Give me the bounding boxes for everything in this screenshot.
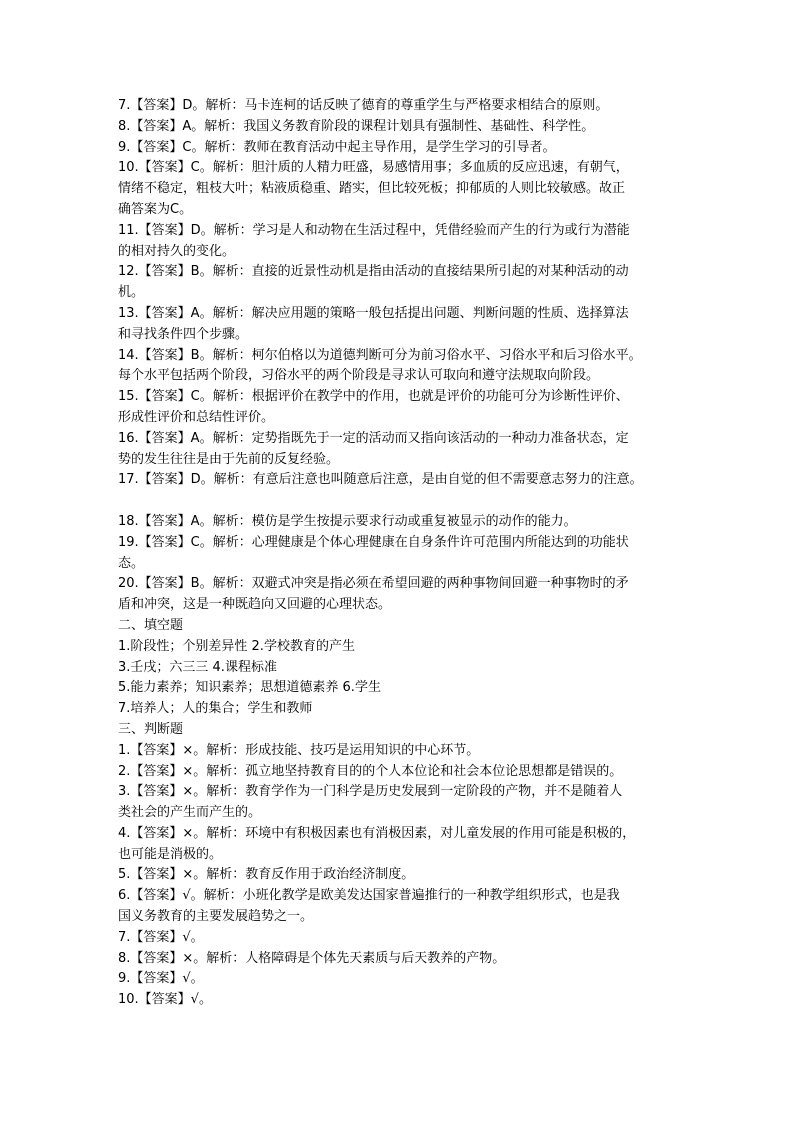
answer-line: 形成性评价和总结性评价。: [118, 409, 275, 425]
answer-line: 17.【答案】D。解析：有意后注意也叫随意后注意，是由自觉的但不需要意志努力的注意。: [118, 472, 643, 488]
answer-line: 6.【答案】√。解析：小班化教学是欧美发达国家普遍推行的一种教学组织形式，也是我: [118, 888, 620, 904]
answer-line: 2.【答案】×。解析：孤立地坚持教育目的的个人本位论和社会本位论思想都是错误的。: [118, 763, 623, 779]
answer-line: 11.【答案】D。解析：学习是人和动物在生活过程中，凭借经验而产生的行为或行为潜能: [118, 222, 630, 238]
answer-line: 的相对持久的变化。: [118, 243, 236, 259]
answer-line: 10.【答案】√。: [118, 992, 212, 1008]
answer-page: [118, 96, 678, 1032]
section-heading: 二、填空题: [118, 617, 184, 633]
answer-line: 情绪不稳定，粗枝大叶；粘液质稳重、踏实，但比较死板；抑郁质的人则比较敏感。故正: [118, 181, 626, 197]
answer-line: 5.【答案】×。解析：教育反作用于政治经济制度。: [118, 867, 415, 883]
answer-line: 国义务教育的主要发展趋势之一。: [118, 909, 314, 925]
section-heading: 三、判断题: [118, 721, 184, 737]
answer-line: 3.【答案】×。解析：教育学作为一门科学是历史发展到一定阶段的产物，并不是随着人: [118, 784, 623, 800]
answer-line: 每个水平包括两个阶段，习俗水平的两个阶段是寻求认可取向和遵守法规取向阶段。: [118, 368, 600, 384]
blank-line: [118, 491, 678, 512]
answer-line: 3.壬戌；六三三 4.课程标准: [118, 659, 277, 675]
answer-line: [118, 1011, 678, 1032]
answer-line: 和寻找条件四个步骤。: [118, 326, 249, 342]
answer-line: 7.培养人；人的集合；学生和教师: [118, 701, 313, 717]
answer-line: 盾和冲突，这是一种既趋向又回避的心理状态。: [118, 597, 392, 613]
answer-line: 势的发生往往是由于先前的反复经验。: [118, 451, 340, 467]
answer-line: 12.【答案】B。解析：直接的近景性动机是指由活动的直接结果所引起的对某种活动的动: [118, 264, 629, 280]
answer-line: 14.【答案】B。解析：柯尔伯格以为道德判断可分为前习俗水平、习俗水平和后习俗水平。: [118, 347, 642, 363]
answer-line: 10.【答案】C。解析：胆汁质的人精力旺盛，易感情用事；多血质的反应迅速，有朝气，: [118, 160, 629, 176]
answer-line: 13.【答案】A。解析：解决应用题的策略一般包括提出问题、判断问题的性质、选择算法: [118, 305, 629, 321]
answer-line: 5.能力素养；知识素养；思想道德素养 6.学生: [118, 680, 381, 696]
answer-line: 20.【答案】B。解析：双避式冲突是指必须在希望回避的两种事物间回避一种事物时的矛: [118, 576, 629, 592]
answer-line: 8.【答案】×。解析：人格障碍是个体先天素质与后天教养的产物。: [118, 950, 506, 966]
answer-line: 19.【答案】C。解析：心理健康是个体心理健康在自身条件许可范围内所能达到的功能状: [118, 534, 629, 550]
answer-line: 类社会的产生而产生的。: [118, 805, 262, 821]
answer-line: 也可能是消极的。: [118, 846, 223, 862]
answer-line: 确答案为C。: [118, 201, 193, 217]
answer-line: 态。: [118, 555, 145, 571]
answer-line: 15.【答案】C。解析：根据评价在教学中的作用，也就是评价的功能可分为诊断性评价、: [118, 389, 629, 405]
answer-line: 9.【答案】√。: [118, 971, 204, 987]
answer-line: 4.【答案】×。解析：环境中有积极因素也有消极因素，对儿童发展的作用可能是积极的，: [118, 825, 636, 841]
answer-line: 1.阶段性；个别差异性 2.学校教育的产生: [118, 638, 355, 654]
answer-line: 18.【答案】A。解析：模仿是学生按提示要求行动或重复被显示的动作的能力。: [118, 513, 577, 529]
answer-line: 7.【答案】D。解析：马卡连柯的话反映了德育的尊重学生与严格要求相结合的原则。: [118, 98, 609, 113]
answer-line: 9.【答案】C。解析：教师在教育活动中起主导作用，是学生学习的引导者。: [118, 139, 556, 155]
answer-line: 7.【答案】√。: [118, 929, 204, 945]
answer-line: 8.【答案】A。解析：我国义务教育阶段的课程计划具有强制性、基础性、科学性。: [118, 118, 595, 134]
answer-line: 16.【答案】A。解析：定势指既先于一定的活动而又指向该活动的一种动力准备状态，定: [118, 430, 629, 446]
answer-line: 1.【答案】×。解析：形成技能、技巧是运用知识的中心环节。: [118, 742, 480, 758]
answer-line: 机。: [118, 285, 145, 301]
